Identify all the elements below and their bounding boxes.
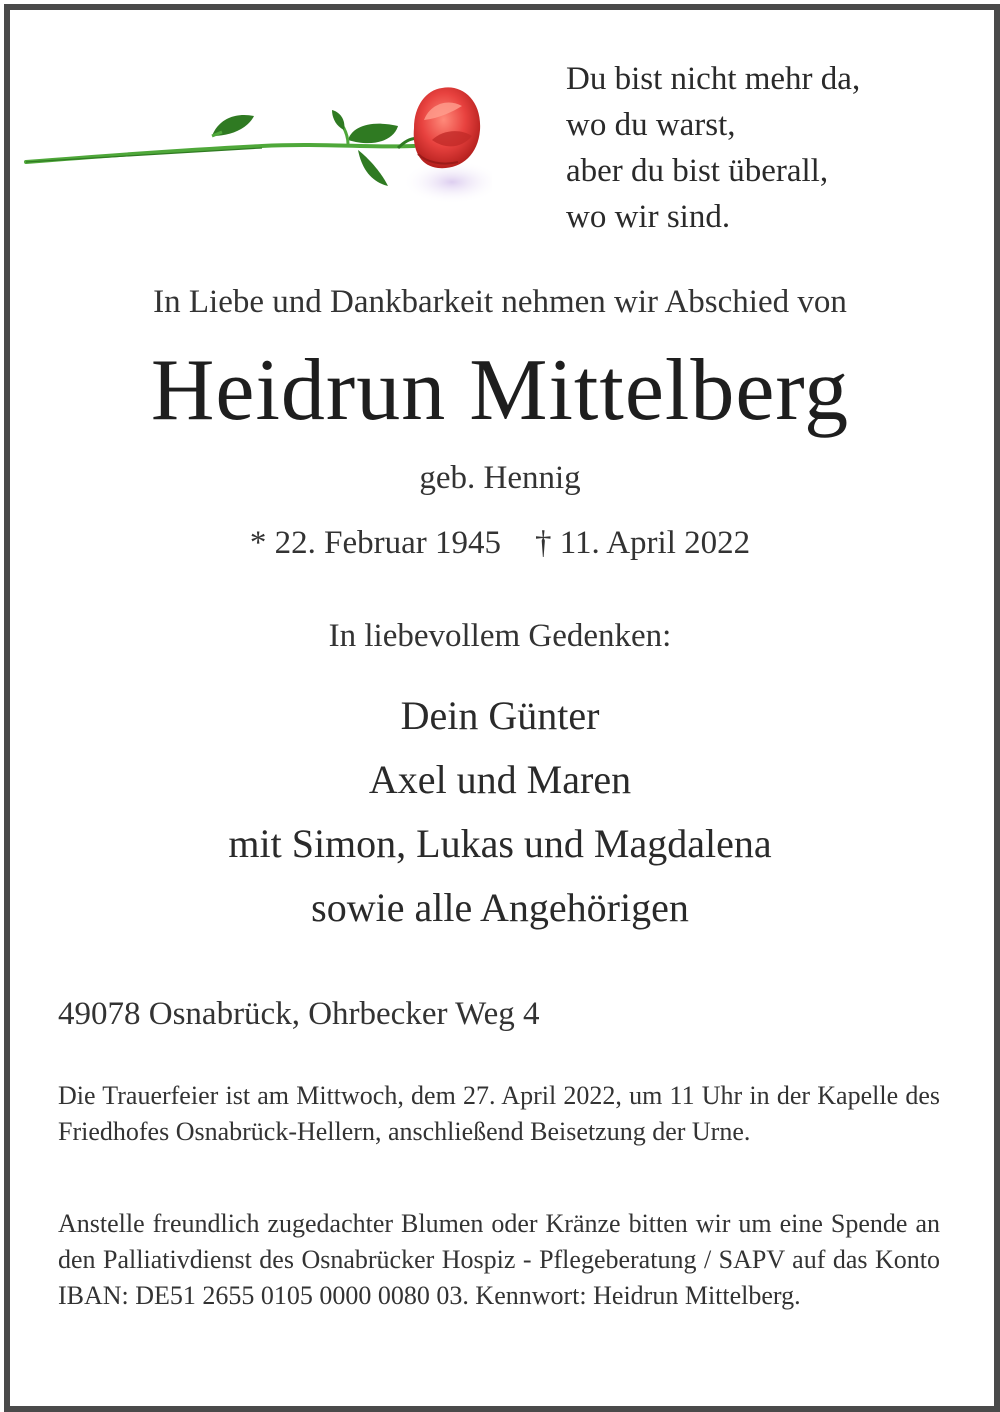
rose-image — [22, 70, 492, 220]
born-name: geb. Hennig — [419, 460, 581, 496]
family-line: mit Simon, Lukas und Magdalena — [228, 821, 772, 866]
poem — [566, 56, 860, 240]
life-dates — [0, 525, 1000, 562]
poem-line: aber du bist überall, — [566, 153, 829, 189]
intro-text: In Liebe und Dankbarkeit nehmen wir Abschied von — [153, 284, 847, 320]
poem-line: Du bist nicht mehr da, — [566, 61, 861, 97]
donation-info: Anstelle freundlich zugedachter Blumen oder Kränze bitten wir um eine Spende an den Palliativdienst des Osnabrücker Hospiz - Pflegeberatung / SAPV auf das Konto IBAN: DE51 2655 0105 0000 0080 03. Kennwort: Heidrun Mittelberg. — [58, 1209, 940, 1310]
address: 49078 Osnabrück, Ohrbecker Weg 4 — [58, 996, 540, 1032]
deceased-name: Heidrun Mittelberg — [150, 342, 850, 439]
memory-heading: In liebevollem Gedenken: — [328, 618, 672, 654]
family-line: Axel und Maren — [368, 757, 632, 802]
poem-line: wo du warst, — [566, 107, 736, 143]
death-date: † 11. April 2022 — [535, 525, 751, 561]
poem-line: wo wir sind. — [566, 199, 731, 235]
funeral-info: Die Trauerfeier ist am Mittwoch, dem 27. April 2022, um 11 Uhr in der Kapelle des Friedhofes Osnabrück-Hellern, anschließend Beisetzung der Urne. — [58, 1081, 940, 1146]
birth-date: * 22. Februar 1945 — [249, 525, 501, 561]
family-line: Dein Günter — [400, 693, 600, 738]
family-list — [0, 684, 1000, 940]
family-line: sowie alle Angehörigen — [311, 885, 689, 930]
